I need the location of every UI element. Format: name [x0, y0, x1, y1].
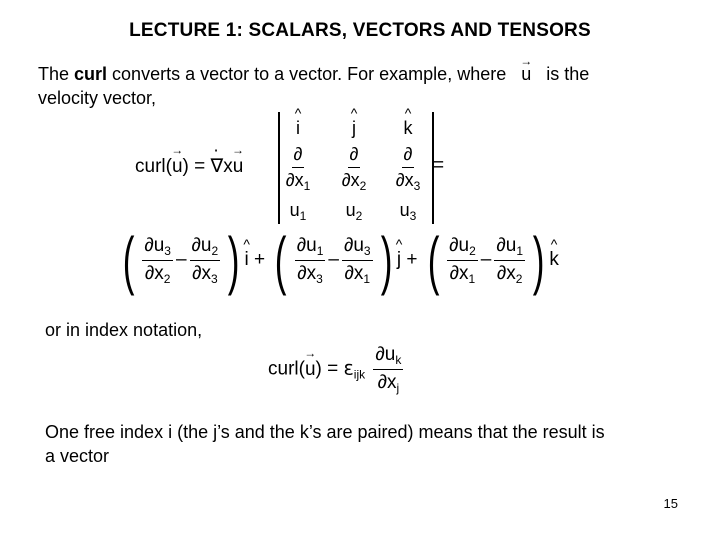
frac-du3-dx2: $\frac{\partial u_3}{\partial x_2}$ [144, 234, 171, 286]
partial-x2: $\frac{\partial}{\partial x_2}$ [341, 144, 367, 193]
curl-label: curl( [135, 156, 172, 177]
curl-equation-lhs [135, 155, 243, 178]
conclusion-line-2: a vector [45, 446, 110, 466]
cross-u: x→ u [223, 156, 243, 177]
curl-term: curl [74, 64, 108, 84]
partial-x1: $\frac{\partial}{\partial x_1}$ [285, 144, 311, 193]
equals-index: ) = [315, 358, 344, 380]
unit-k-hat: ^ k [384, 118, 432, 139]
unit-i-term: ^ i [245, 249, 249, 271]
determinant-matrix [278, 112, 434, 224]
intro-text-1: The [38, 64, 75, 84]
component-u2: $u_2$ [345, 200, 363, 223]
frac-du1-dx2: $\frac{\partial u_1}{\partial x_2}$ [496, 234, 524, 286]
component-u1: $u_1$ [289, 200, 307, 223]
unit-j-term: ^ j [397, 249, 401, 271]
component-u3: $u_3$ [399, 200, 417, 223]
curl-label-index: curl( [268, 358, 305, 380]
intro-text-2: converts a vector to a vector. For example, where [107, 64, 512, 84]
intro-paragraph [38, 62, 688, 110]
determinant-equals: = [433, 155, 445, 176]
u-vector-symbol: → u [521, 62, 531, 86]
u-vector: → u [172, 156, 183, 178]
levi-civita-indices: ijk [353, 367, 366, 382]
unit-k-term: ^ k [549, 249, 559, 271]
page-number: 15 [663, 496, 678, 511]
levi-civita-symbol: ε [343, 357, 354, 380]
frac-du1-dx3: $\frac{\partial u_1}{\partial x_3}$ [296, 234, 324, 286]
frac-du2-dx3: $\frac{\partial u_2}{\partial x_3}$ [191, 234, 219, 286]
partial-x3: $\frac{\partial}{\partial x_3}$ [395, 144, 421, 193]
intro-text-3: is the [541, 64, 590, 84]
conclusion-paragraph [45, 420, 695, 468]
frac-duk-dxj: $\frac{\partial u_k}{\partial x_j}$ [375, 344, 402, 395]
unit-i-hat: ^ i [274, 118, 322, 139]
u-vector-index: → u [305, 359, 316, 381]
slide-title: LECTURE 1: SCALARS, VECTORS AND TENSORS [129, 20, 591, 41]
curl-equals: ) = [182, 156, 211, 177]
conclusion-line-1: One free index i (the j’s and the k’s are paired) means that the result is [45, 422, 605, 442]
unit-j-hat: ^ j [330, 118, 378, 139]
frac-du2-dx1: $\frac{\partial u_2}{\partial x_1}$ [449, 234, 476, 286]
curl-expansion: ( $\frac{\partial u_3}{\partial x_2}$ – $\frac{\partial u_2}{\partial x_3}$ )^ i + ( $\frac{\partial u_1}{\partial x_3}$ – $\frac{\partial u_3}{\partial x_1}$ )^ j + ( $\frac{\partial u_2}{\partial x_1}$ – $\frac{\partial u_1}{\partial x_2}$ )^ k [118, 228, 559, 292]
frac-du3-dx1: $\frac{\partial u_3}{\partial x_1}$ [343, 234, 371, 286]
index-equation [268, 344, 406, 395]
intro-text-4: velocity vector, [38, 88, 157, 108]
nabla-symbol: · ∇ [211, 155, 224, 177]
index-notation-text: or in index notation, [45, 320, 203, 340]
